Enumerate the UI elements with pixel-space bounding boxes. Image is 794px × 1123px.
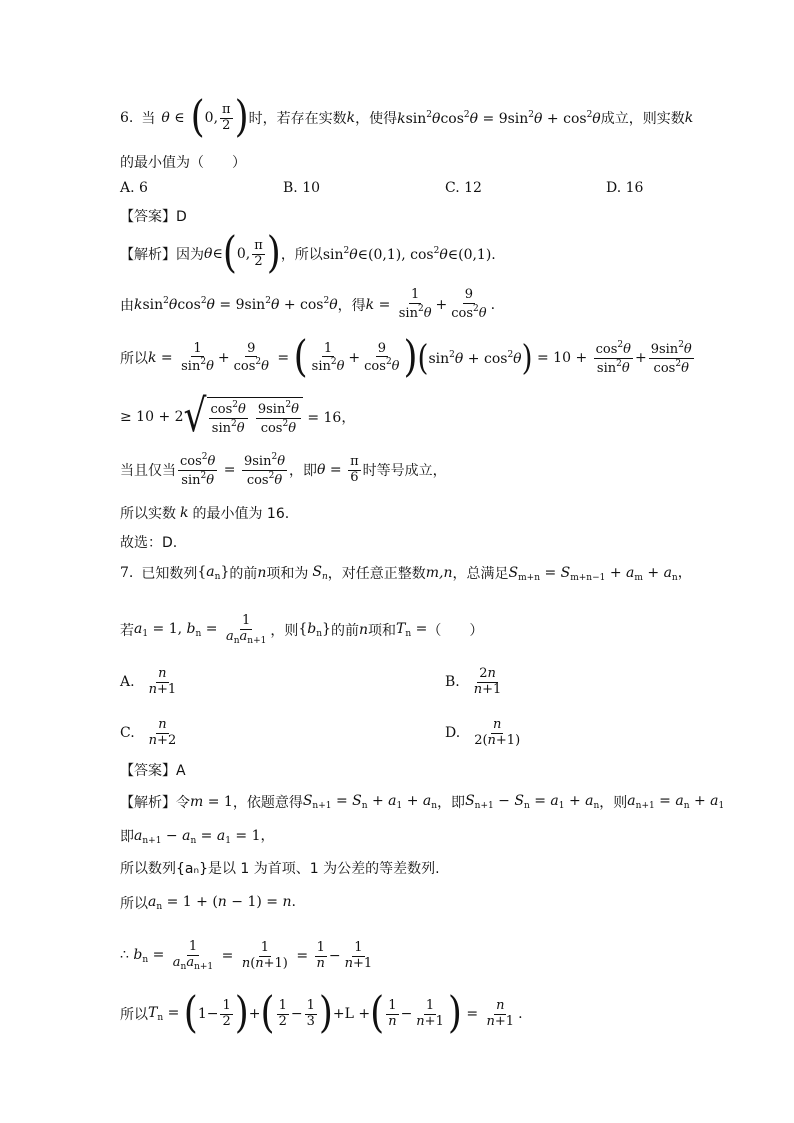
q7-option-d [445,718,524,749]
math: $\frac{n}{n+1}$ [486,997,515,1029]
analysis-text: 所以 [120,896,148,912]
math: $ksin^2\theta\cos^2\theta = 9\sin^2\theta + \cos^2\theta$ [134,296,338,314]
math: + [248,1006,261,1022]
q7-text: ，对任意正整数 [327,565,426,582]
option-label: D. [445,725,461,742]
math: ) [266,228,281,278]
math: ) [234,92,249,142]
q6-text-4: 成立，则实数 [600,111,685,127]
math: $S_{n+1} - S_n = a_1 + a_n$ [465,793,600,811]
math: π 2 [222,101,231,133]
math: π 2 [254,237,263,269]
q6-analysis-line6 [120,503,289,523]
q7-stem-line1 [120,562,692,583]
q7-analysis-line5 [120,940,376,972]
q6-text-1: 当 [141,111,156,127]
q6-analysis-line1 [120,228,496,278]
math: + [217,350,230,367]
q6-analysis-line4 [120,390,356,442]
math: $ksin^2\theta\cos^2\theta = 9\sin^2\theta + \cos^2\theta$ [397,109,601,127]
q7-stem-line2 [120,614,483,646]
analysis-text: ，得 [337,297,366,314]
math: $\frac{\cos^2\theta}{\sin^2\theta}$ [180,452,216,488]
q7-text: 项和 [368,623,396,640]
q6-option-d [606,180,643,196]
math: $\frac{1}{n+1}$ [416,997,444,1029]
math: ) [234,988,249,1038]
math: $\sin^2\theta + \cos^2\theta$ [428,349,522,367]
answer-label: 【答案】D [120,209,187,225]
analysis-text: 当且仅当 [120,463,176,480]
math: $\frac{1}{n+1}$ [344,939,373,971]
analysis-text: ，则 [599,795,628,811]
math: ) [403,333,418,383]
math: k [148,350,157,367]
q7-analysis-line2 [120,825,275,846]
math: $\{b_n\}$ [298,621,331,640]
math: 1 2 [278,997,287,1029]
math: $\frac{9\sin^2\theta}{\cos^2\theta}$ [650,340,692,376]
math: ∈ [212,246,223,262]
math: = [374,296,395,313]
math: $\frac{\cos^2\theta}{\sin^2\theta}$ [595,340,631,376]
analysis-text: 所以实数 [120,506,176,522]
math: − [328,948,341,965]
math: $a_{n+1} = a_n + a_1$ [627,793,725,811]
math: n [358,622,368,639]
answer-label: 【答案】A [120,763,186,779]
option-label: D. 16 [606,180,644,196]
math: +L + [332,1006,371,1022]
math: = [219,462,240,479]
math: k [365,296,375,313]
math: $\frac{\pi}{6}$ [350,454,359,485]
q6-text-3: ，使得 [355,111,398,127]
q7-text: 若 [120,623,134,640]
q7-text: （ ） [427,623,484,640]
math: = [461,1006,483,1022]
math: 0, [204,110,219,126]
math: ( [222,228,237,278]
math: + [348,350,361,367]
q7-analysis-line4 [120,893,296,913]
q7-text: ，则 [270,623,299,640]
math: . [518,1006,523,1022]
math: − [290,1006,303,1022]
math: $a_n = 1 + (n - 1) = n$. [148,894,296,912]
math: θ ∈ [161,110,185,126]
math: k [180,505,189,521]
math: = 10 + [532,350,592,367]
math: + [435,296,448,313]
math: θ [317,462,326,479]
analysis-text: ，所以 [280,247,323,263]
q7-text: 已知数列 [141,565,198,582]
q6-number: 6. [120,110,134,126]
option-label: A. 6 [120,180,148,196]
math: $S_{m+n} = S_{m+n-1} + a_m + a_n$， [508,565,692,583]
math: $\{a_n\}$ [197,563,230,582]
q6-stem-line1 [120,92,694,142]
math: ( [293,333,308,383]
math: 0, [236,246,251,262]
q6-option-c [445,180,482,196]
math: $\frac{1}{n(n+1)}$ [241,939,288,971]
math: = [217,948,238,965]
analysis-text: 时等号成立， [362,463,447,480]
math: $\frac{9}{\cos^2\theta}$ [364,340,400,375]
option-label: A. [120,674,135,691]
option-label: C. 12 [445,180,482,196]
math: $\frac{1}{\sin^2\theta}$ [398,287,432,321]
analysis-text: 的最小值为 16. [192,506,290,522]
math: − [400,1006,413,1022]
analysis-text: 所以 [120,351,148,368]
math: 1 $\sin^2\theta$ [311,340,345,375]
analysis-text: ，即 [289,463,318,480]
q7-text: 的前 [229,565,258,582]
math: 1 $a_na_{n+1}$ [225,613,267,646]
q7-analysis-line6 [120,988,523,1038]
math: $\frac{1}{2}$ [222,997,231,1029]
analysis-text: 由 [120,297,134,314]
math: ) [521,337,533,379]
math: n [257,564,267,581]
math: . [490,296,496,313]
math: $\frac{1}{\sin^2\theta}$ [181,340,214,375]
math: 1 n [388,997,397,1029]
math: = 16， [302,409,356,426]
q7-text: 的前 [330,623,359,640]
math: = [156,350,178,367]
math: $T_n$ = [148,1005,184,1023]
q6-text-5: 的最小值为（ ） [120,155,246,171]
q7-number: 7. [120,564,134,581]
math: 1− [197,1006,219,1022]
q6-analysis-line5 [120,452,447,489]
option-label: B. 10 [283,180,321,196]
analysis-text: 【解析】令 [120,795,190,811]
math: = [291,948,313,965]
math: $\frac{9}{\cos^2\theta}$ [451,287,487,321]
q7-option-a [120,667,180,698]
q7-analysis-line1 [120,792,724,812]
math: ∴ $b_n$ = [120,947,169,966]
math: ( [417,337,429,379]
math: $\frac{9}{\cos^2\theta}$ [233,340,269,375]
q7-text: 项和为 [266,565,309,582]
q7-option-b [445,667,505,698]
q6-answer [120,206,187,226]
math: n n+1 [148,666,177,697]
analysis-text: 所以 [120,1007,148,1023]
math: $a_1 = 1$, $b_n$ = [134,621,222,640]
math: ( [183,988,198,1038]
math: = [325,462,347,479]
math: k [684,110,694,126]
math: $\sin^2\theta\in(0,1)$, $\cos^2\theta\in(0,1)$. [322,245,496,263]
option-label: B. [445,674,460,691]
analysis-text: ，依题意得 [232,795,303,811]
math: + [634,350,647,367]
math: n n+2 [148,717,177,748]
option-label: C. [120,725,135,742]
q7-answer [120,760,186,780]
math: ( [370,988,385,1038]
math: m,n [425,564,453,581]
q6-text-2: 时，若存在实数 [248,111,347,127]
analysis-text: 即 [120,828,134,845]
q7-analysis-line3 [120,858,440,878]
math: 2n n+1 [473,666,502,697]
q6-analysis-line2 [120,288,495,322]
math: θ [204,246,213,262]
math: $S_{n+1} = S_n + a_1 + a_n$ [302,793,438,811]
q6-analysis-line3 [120,333,696,383]
math: ≥ 10 + 2 [120,408,184,425]
math: k [346,110,356,126]
math: $a_{n+1} - a_n = a_1 = 1$， [134,828,275,846]
analysis-text: 所以数列{aₙ}是以 1 为首项、1 为公差的等差数列. [120,861,440,877]
q7-text: ，总满足 [452,565,509,582]
math: ( [260,988,275,1038]
math: $\frac{1}{3}$ [306,997,315,1029]
math: = [272,350,294,367]
math: 1 $a_na_{n+1}$ [172,939,214,972]
math: √ $\cos^2\theta$ $\sin^2\theta$ $9\sin^2\theta$ $\cos^2\theta$ [184,397,303,437]
q6-option-a [120,180,148,196]
analysis-text: ，即 [437,795,466,811]
math: ) [447,988,462,1038]
q6-analysis-line7 [120,532,177,552]
math: $\frac{1}{n}$ [316,939,325,971]
math: m = 1 [190,794,233,810]
math: n 2(n+1) [474,717,521,748]
math: ) [318,988,333,1038]
math: $T_n$ = [396,621,428,640]
math: $S_n$ [312,563,328,582]
analysis-text: 故选：D. [120,535,178,551]
q6-stem-line2 [120,152,246,172]
math: ( [190,92,205,142]
q6-option-b [283,180,320,196]
q7-option-c [120,718,180,749]
math: $\frac{9\sin^2\theta}{\cos^2\theta}$ [243,452,286,488]
analysis-text: 【解析】因为 [120,247,204,263]
